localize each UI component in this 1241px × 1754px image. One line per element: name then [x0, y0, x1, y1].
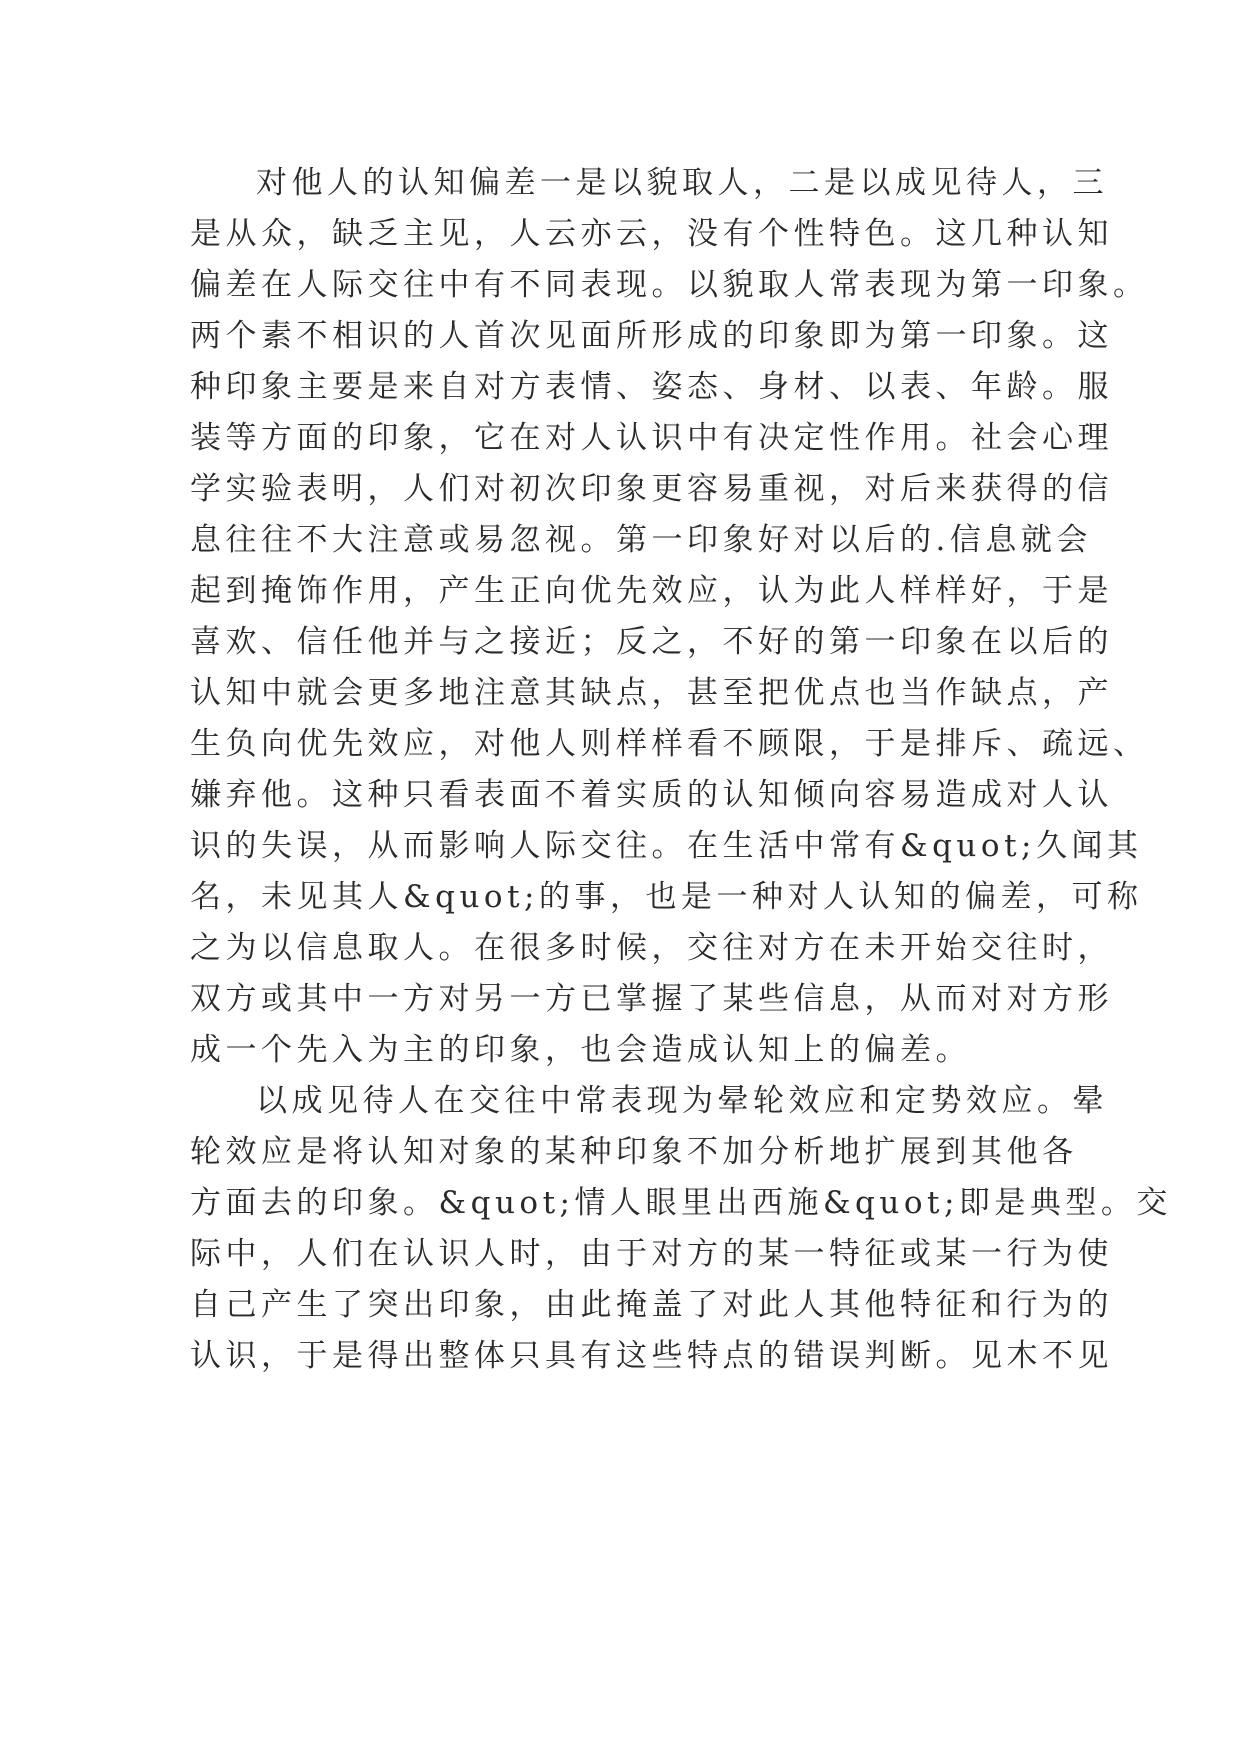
paragraph-1-line-11: 认知中就会更多地注意其缺点，甚至把优点也当作缺点，产 — [190, 675, 1113, 711]
paragraph-2-line-2: 轮效应是将认知对象的某种印象不加分析地扩展到其他各 — [190, 1134, 1078, 1170]
paragraph-2-line-5: 自己产生了突出印象，由此掩盖了对此人其他特征和行为的 — [190, 1287, 1113, 1323]
paragraph-1-line-3: 偏差在人际交往中有不同表现。以貌取人常表现为第一印象。 — [190, 267, 1149, 303]
paragraph-1-line-4: 两个素不相识的人首次见面所形成的印象即为第一印象。这 — [190, 318, 1113, 354]
paragraph-2-line-3: 方面去的印象。&quot;情人眼里出西施&quot;即是典型。交 — [190, 1185, 1172, 1221]
paragraph-1-line-8: 息往往不大注意或易忽视。第一印象好对以后的.信息就会 — [190, 522, 1092, 558]
paragraph-1-line-2: 是从众，缺乏主见，人云亦云，没有个性特色。这几种认知 — [190, 216, 1113, 252]
paragraph-1-line-16: 之为以信息取人。在很多时候，交往对方在未开始交往时， — [190, 930, 1113, 966]
paragraph-1-line-7: 学实验表明，人们对初次印象更容易重视，对后来获得的信 — [190, 471, 1113, 507]
paragraph-1-line-14: 识的失误，从而影响人际交往。在生活中常有&quot;久闻其 — [190, 828, 1143, 864]
paragraph-1-line-1: 对他人的认知偏差一是以貌取人，二是以成见待人，三 — [256, 165, 1108, 201]
paragraph-1-line-5: 种印象主要是来自对方表情、姿态、身材、以表、年龄。服 — [190, 369, 1113, 405]
paragraph-1-line-13: 嫌弃他。这种只看表面不着实质的认知倾向容易造成对人认 — [190, 777, 1113, 813]
paragraph-2-line-1: 以成见待人在交往中常表现为晕轮效应和定势效应。晕 — [256, 1083, 1108, 1119]
paragraph-1-line-18: 成一个先入为主的印象，也会造成认知上的偏差。 — [190, 1032, 971, 1068]
paragraph-1-line-15: 名，未见其人&quot;的事，也是一种对人认知的偏差，可称 — [190, 879, 1143, 915]
paragraph-1-line-9: 起到掩饰作用，产生正向优先效应，认为此人样样好，于是 — [190, 573, 1113, 609]
document-body — [190, 158, 1172, 1382]
paragraph-1-line-10: 喜欢、信任他并与之接近；反之，不好的第一印象在以后的 — [190, 624, 1113, 660]
paragraph-1-line-12: 生负向优先效应，对他人则样样看不顾限，于是排斥、疏远、 — [190, 726, 1149, 762]
paragraph-2-line-6: 认识，于是得出整体只具有这些特点的错误判断。见木不见 — [190, 1338, 1113, 1374]
paragraph-1-line-17: 双方或其中一方对另一方已掌握了某些信息，从而对对方形 — [190, 981, 1113, 1017]
paragraph-2-line-4: 际中，人们在认识人时，由于对方的某一特征或某一行为使 — [190, 1236, 1113, 1272]
paragraph-1-line-6: 装等方面的印象，它在对人认识中有决定性作用。社会心理 — [190, 420, 1113, 456]
